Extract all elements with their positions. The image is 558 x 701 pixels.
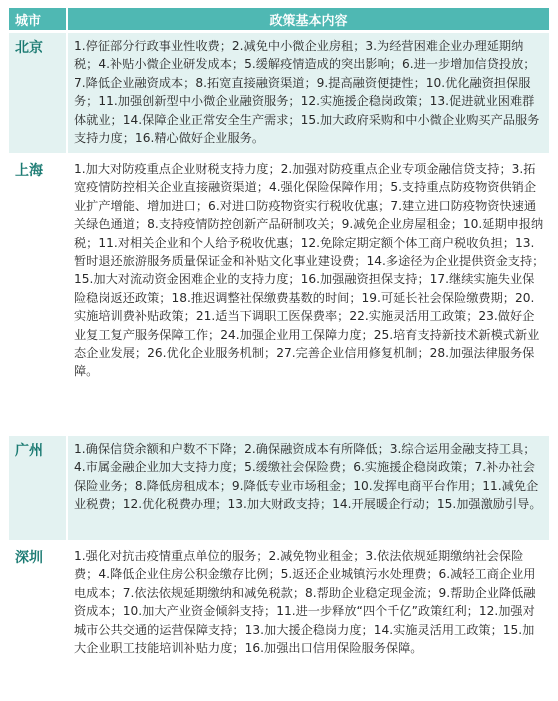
policy-content-shanghai: 1.加大对防疫重点企业财税支持力度；2.加强对防疫重点企业专项金融信贷支持；3.拓宽疫情防控相关企业直接融资渠道；4.强化保险保障作用；5.支持重点防疫物资供销企业扩产增能、增加进口；6.对进口防疫物资实行税收优惠；7.建立进口防疫物资快速通关绿色通道；8.支持疫情防控创新产品研制攻关；9.减免企业房屋租金；10.延期申报纳税；11.对相关企业和个人给予税收优惠；12.免除定期定额个体工商户税收负担；13.暂时退还旅游服务质量保证金和补贴文化事业建设费；14.多途径为企业提供资金支持；15.加大对流动资金困难企业的支持力度；16.加强融资担保支持；17.继续实施失业保险稳岗返还政策；18.推迟调整社保缴费基数的时间；19.可延长社会保险缴费期；20.实施培训费补贴政策；21.适当下调职工医保费率；22.实施灵活用工政策；23.做好企业复工复产服务保障工作；24.加强企业用工保障力度；25.培育支持新技术新模式新业态企业发展；26.优化企业服务机制；27.完善企业信用修复机制；28.加强法律服务保障。 xyxy=(66,156,549,433)
policy-content-guangzhou: 1.确保信贷余额和户数不下降；2.确保融资成本有所降低；3.综合运用金融支持工具；4.市属金融企业加大支持力度；5.缓缴社会保险费；6.实施援企稳岗政策；7.补办社会保险业务；8.降低房租成本；9.降低专业市场租金；10.发挥电商平台作用；11.减免企业税费；12.优化税费办理；13.加大财政支持；14.开展暖企行动；15.加强激励引导。 xyxy=(66,436,549,540)
policy-table xyxy=(9,8,549,687)
policy-content-shenzhen: 1.强化对抗击疫情重点单位的服务；2.减免物业租金；3.依法依规延期缴纳社会保险费；4.降低企业住房公积金缴存比例；5.返还企业城镇污水处理费；6.减轻工商企业用电成本；7.依法依规延期缴纳和减免税款；8.帮助企业稳定现金流；9.帮助企业降低融资成本；10.加大产业资金倾斜支持；11.进一步释放“四个千亿”政策红利；12.加强对城市公共交通的运营保障支持；13.加大援企稳岗力度；14.实施灵活用工政策；15.加大企业职工技能培训补贴力度；16.加强出口信用保险服务保障。 xyxy=(66,543,549,687)
city-shenzhen: 深圳 xyxy=(9,543,66,687)
city-guangzhou: 广州 xyxy=(9,436,66,540)
header-city: 城市 xyxy=(9,8,66,30)
city-beijing: 北京 xyxy=(9,33,66,153)
policy-content-beijing: 1.停征部分行政事业性收费；2.减免中小微企业房租；3.为经营困难企业办理延期纳税；4.补贴小微企业研发成本；5.缓解疫情造成的突出影响；6.进一步增加信贷投放；7.降低企业融资成本；8.拓宽直接融资渠道；9.提高融资便捷性；10.优化融资担保服务；11.加强创新型中小微企业融资服务；12.实施援企稳岗政策；13.促进就业困难群体就业；14.保障企业正常安全生产需求；15.加大政府采购和中小微企业购买产品服务支持力度；16.精心做好企业服务。 xyxy=(66,33,549,153)
header-policy-content: 政策基本内容 xyxy=(66,8,549,30)
city-shanghai: 上海 xyxy=(9,156,66,433)
